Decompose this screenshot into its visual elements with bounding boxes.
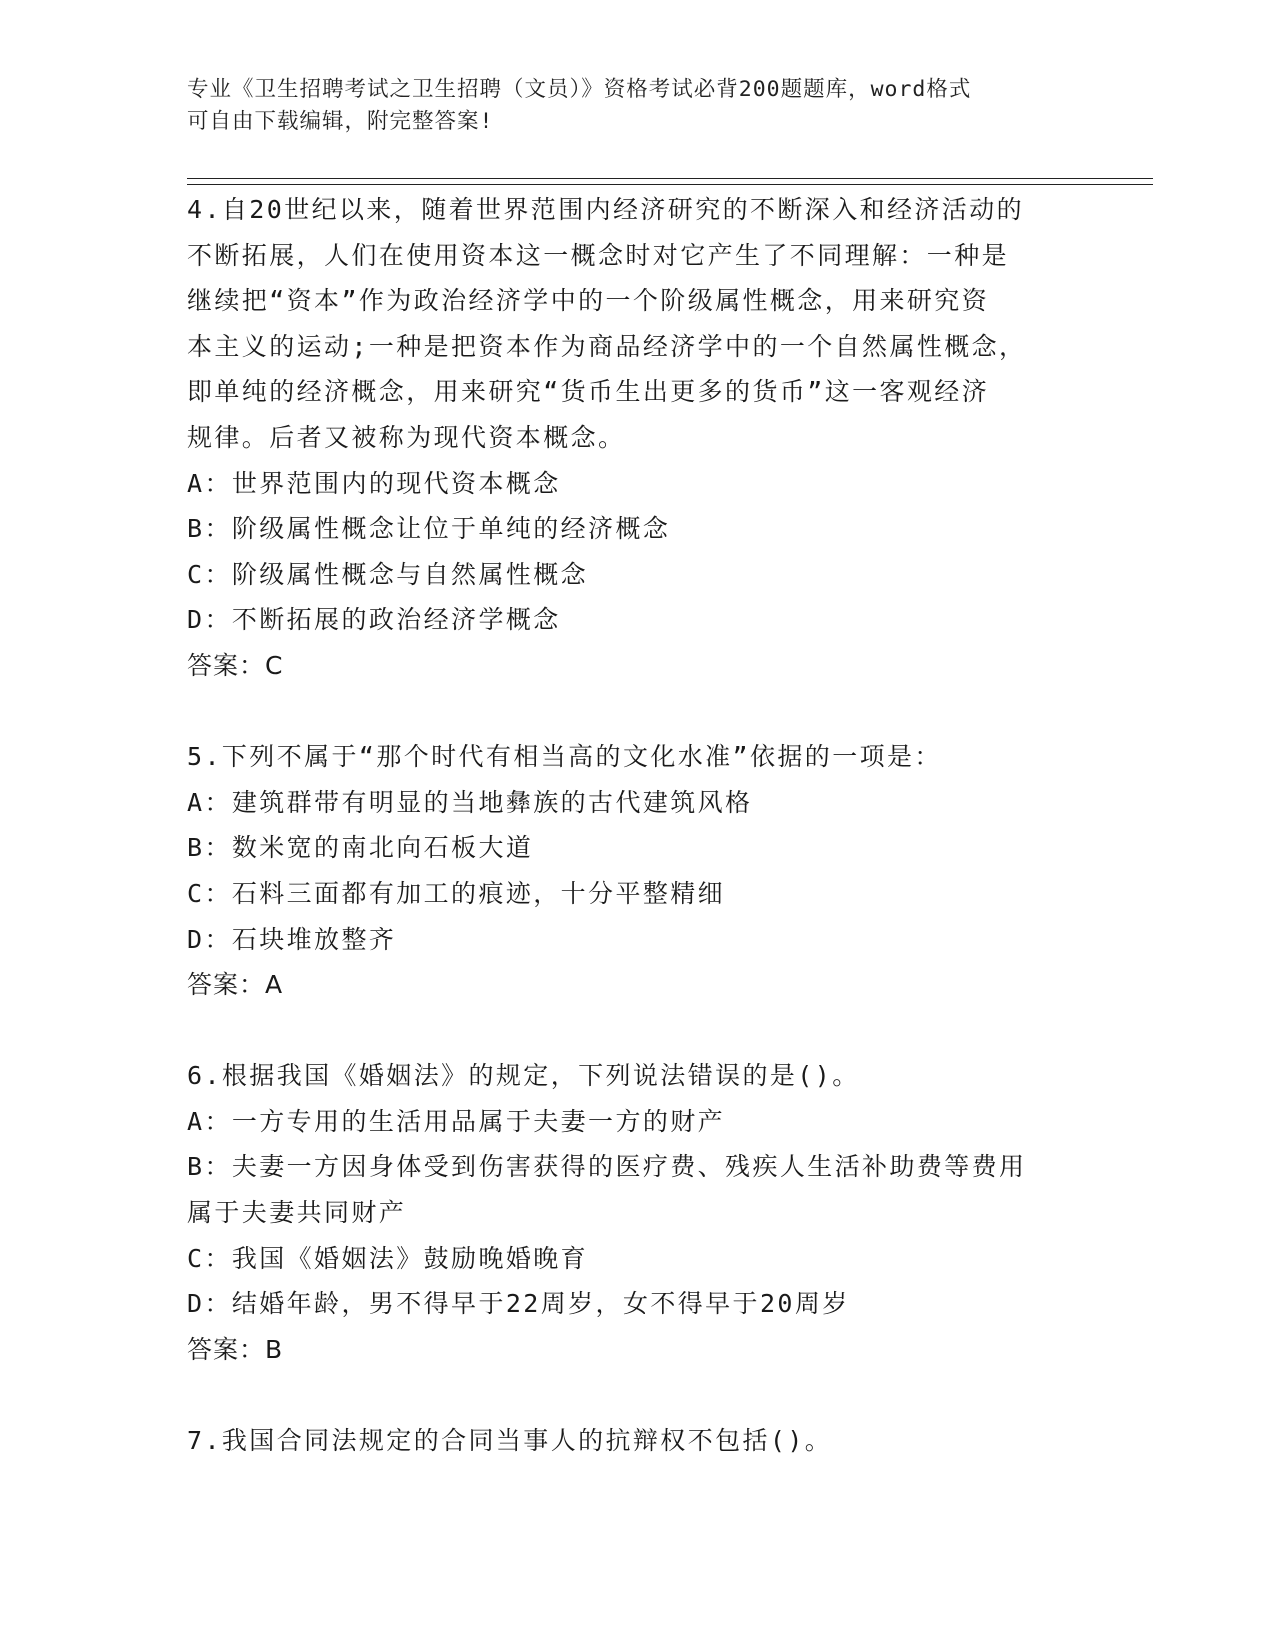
answer: 答案：A bbox=[187, 970, 284, 1000]
option-b: B：夫妻一方因身体受到伤害获得的医疗费、残疾人生活补助费等费用 bbox=[187, 1152, 1027, 1182]
option-d: D：不断拓展的政治经济学概念 bbox=[187, 605, 561, 635]
option-b-continued: 属于夫妻共同财产 bbox=[187, 1198, 407, 1228]
question-item bbox=[187, 187, 1087, 689]
header-divider bbox=[187, 178, 1153, 179]
answer: 答案：B bbox=[187, 1334, 284, 1364]
question-item bbox=[187, 1418, 1087, 1464]
question-stem: 不断拓展，人们在使用资本这一概念时对它产生了不同理解：一种是 bbox=[187, 240, 1010, 270]
question-stem: 6.根据我国《婚姻法》的规定，下列说法错误的是()。 bbox=[187, 1061, 860, 1091]
question-stem: 7.我国合同法规定的合同当事人的抗辩权不包括()。 bbox=[187, 1426, 833, 1456]
option-c: C：阶级属性概念与自然属性概念 bbox=[187, 559, 589, 589]
question-item bbox=[187, 734, 1087, 1008]
question-item bbox=[187, 1053, 1087, 1372]
question-stem: 5.下列不属于“那个时代有相当高的文化水准”依据的一项是： bbox=[187, 742, 942, 772]
question-stem: 本主义的运动;一种是把资本作为商品经济学中的一个自然属性概念， bbox=[187, 331, 1027, 361]
answer: 答案：C bbox=[187, 650, 284, 680]
header-line: 专业《卫生招聘考试之卫生招聘（文员）》资格考试必背200题题库，word格式 bbox=[187, 77, 972, 102]
question-stem: 4.自20世纪以来，随着世界范围内经济研究的不断深入和经济活动的 bbox=[187, 195, 1025, 224]
question-stem: 规律。后者又被称为现代资本概念。 bbox=[187, 422, 626, 452]
document-header bbox=[187, 74, 1067, 138]
question-stem: 即单纯的经济概念，用来研究“货币生出更多的货币”这一客观经济 bbox=[187, 377, 990, 407]
option-a: A：一方专用的生活用品属于夫妻一方的财产 bbox=[187, 1106, 726, 1136]
option-d: D：结婚年龄，男不得早于22周岁，女不得早于20周岁 bbox=[187, 1289, 850, 1319]
header-divider bbox=[187, 184, 1153, 185]
option-c: C：我国《婚姻法》鼓励晚婚晚育 bbox=[187, 1243, 589, 1273]
option-d: D：石块堆放整齐 bbox=[187, 924, 397, 954]
option-b: B：阶级属性概念让位于单纯的经济概念 bbox=[187, 514, 671, 544]
option-c: C：石料三面都有加工的痕迹，十分平整精细 bbox=[187, 878, 726, 908]
header-line: 可自由下载编辑，附完整答案! bbox=[187, 109, 494, 134]
option-a: A：建筑群带有明显的当地彝族的古代建筑风格 bbox=[187, 787, 753, 817]
option-a: A：世界范围内的现代资本概念 bbox=[187, 468, 561, 498]
question-stem: 继续把“资本”作为政治经济学中的一个阶级属性概念，用来研究资 bbox=[187, 286, 990, 316]
question-list bbox=[187, 187, 1087, 1464]
option-b: B：数米宽的南北向石板大道 bbox=[187, 833, 534, 863]
